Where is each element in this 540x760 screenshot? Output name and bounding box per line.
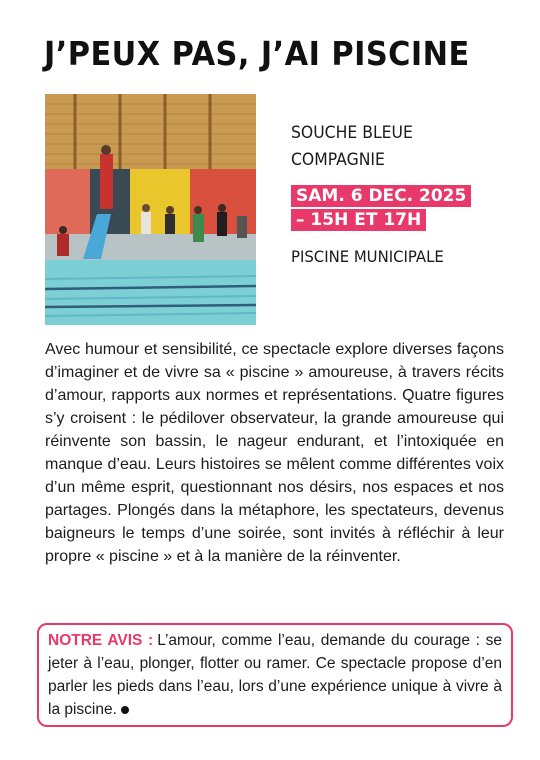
review-label: NOTRE AVIS :	[48, 632, 154, 649]
event-times: – 15H ET 17H	[291, 209, 426, 231]
company-name-line2: COMPAGNIE	[291, 150, 385, 170]
event-date: SAM. 6 DEC. 2025	[291, 185, 471, 207]
event-venue: PISCINE MUNICIPALE	[291, 247, 444, 266]
description-paragraph: Avec humour et sensibilité, ce spectacle explore diverses façons d’imaginer et de vivre sa « piscine » amoureuse, à travers récits d’amour, rapports aux normes et représentations. Quatre figures s’y croisent : le pédilover observateur, la grande amoureuse qui réinvente son bassin, le nageur endurant, et l’intoxiquée en manque d’eau. Leurs histoires se mêlent comme différentes voix d’un même esprit, questionnant nos désirs, nos espaces et nos partages. Plongés dans la métaphore, les spectateurs, devenus baigneurs le temps d’une soirée, sont invités à réfléchir à leur propre « piscine » et à la manière de la réinventer.	[45, 341, 504, 565]
review-text: L’amour, comme l’eau, demande du courage : se jeter à l’eau, plonger, flotter ou ramer. Ce spectacle propose d’en parler les pieds dans l’eau, lors d’une expérience unique à vivre à la piscine.	[48, 632, 502, 718]
company-name-line1: SOUCHE BLEUE	[291, 123, 413, 143]
performance-photo	[45, 94, 256, 325]
bullet-dot-icon	[121, 706, 129, 714]
page-title: J’PEUX PAS, J’AI PISCINE	[44, 34, 470, 73]
event-info	[291, 120, 521, 266]
review-box	[37, 623, 513, 727]
